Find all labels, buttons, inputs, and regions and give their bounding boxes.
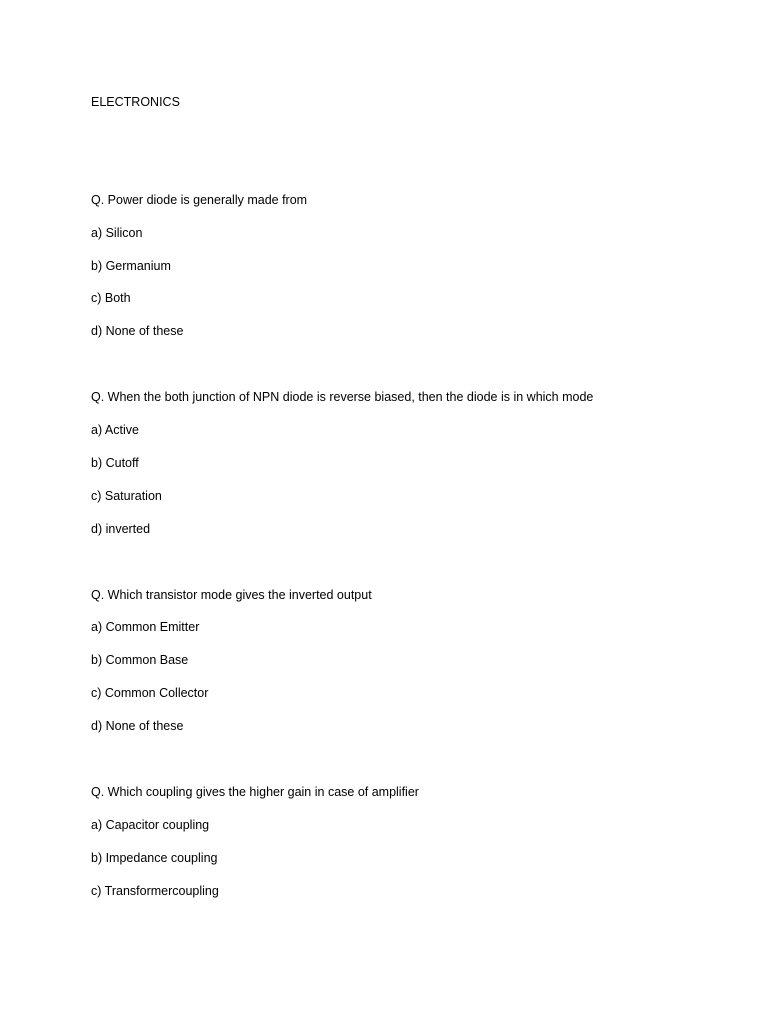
question-3-option-b: b) Common Base <box>91 653 189 667</box>
question-1-option-d: d) None of these <box>91 324 184 338</box>
question-1-option-c: c) Both <box>91 291 131 305</box>
question-1-option-b: b) Germanium <box>91 259 171 273</box>
question-4-option-b: b) Impedance coupling <box>91 851 218 865</box>
question-2-text: Q. When the both junction of NPN diode is reverse biased, then the diode is in which mode <box>91 390 594 404</box>
question-3-option-d: d) None of these <box>91 719 184 733</box>
question-3-option-a: a) Common Emitter <box>91 620 200 634</box>
question-1-option-a: a) Silicon <box>91 226 143 240</box>
question-1-text: Q. Power diode is generally made from <box>91 193 308 207</box>
question-4-text: Q. Which coupling gives the higher gain in case of amplifier <box>91 785 419 799</box>
question-3-option-c: c) Common Collector <box>91 686 209 700</box>
question-3-text: Q. Which transistor mode gives the inverted output <box>91 588 372 602</box>
question-2-option-b: b) Cutoff <box>91 456 139 470</box>
document-heading: ELECTRONICS <box>91 95 180 109</box>
question-4-option-a: a) Capacitor coupling <box>91 818 210 832</box>
question-4-option-c: c) Transformercoupling <box>91 884 219 898</box>
question-2-option-a: a) Active <box>91 423 139 437</box>
question-2-option-c: c) Saturation <box>91 489 162 503</box>
question-2-option-d: d) inverted <box>91 522 151 536</box>
